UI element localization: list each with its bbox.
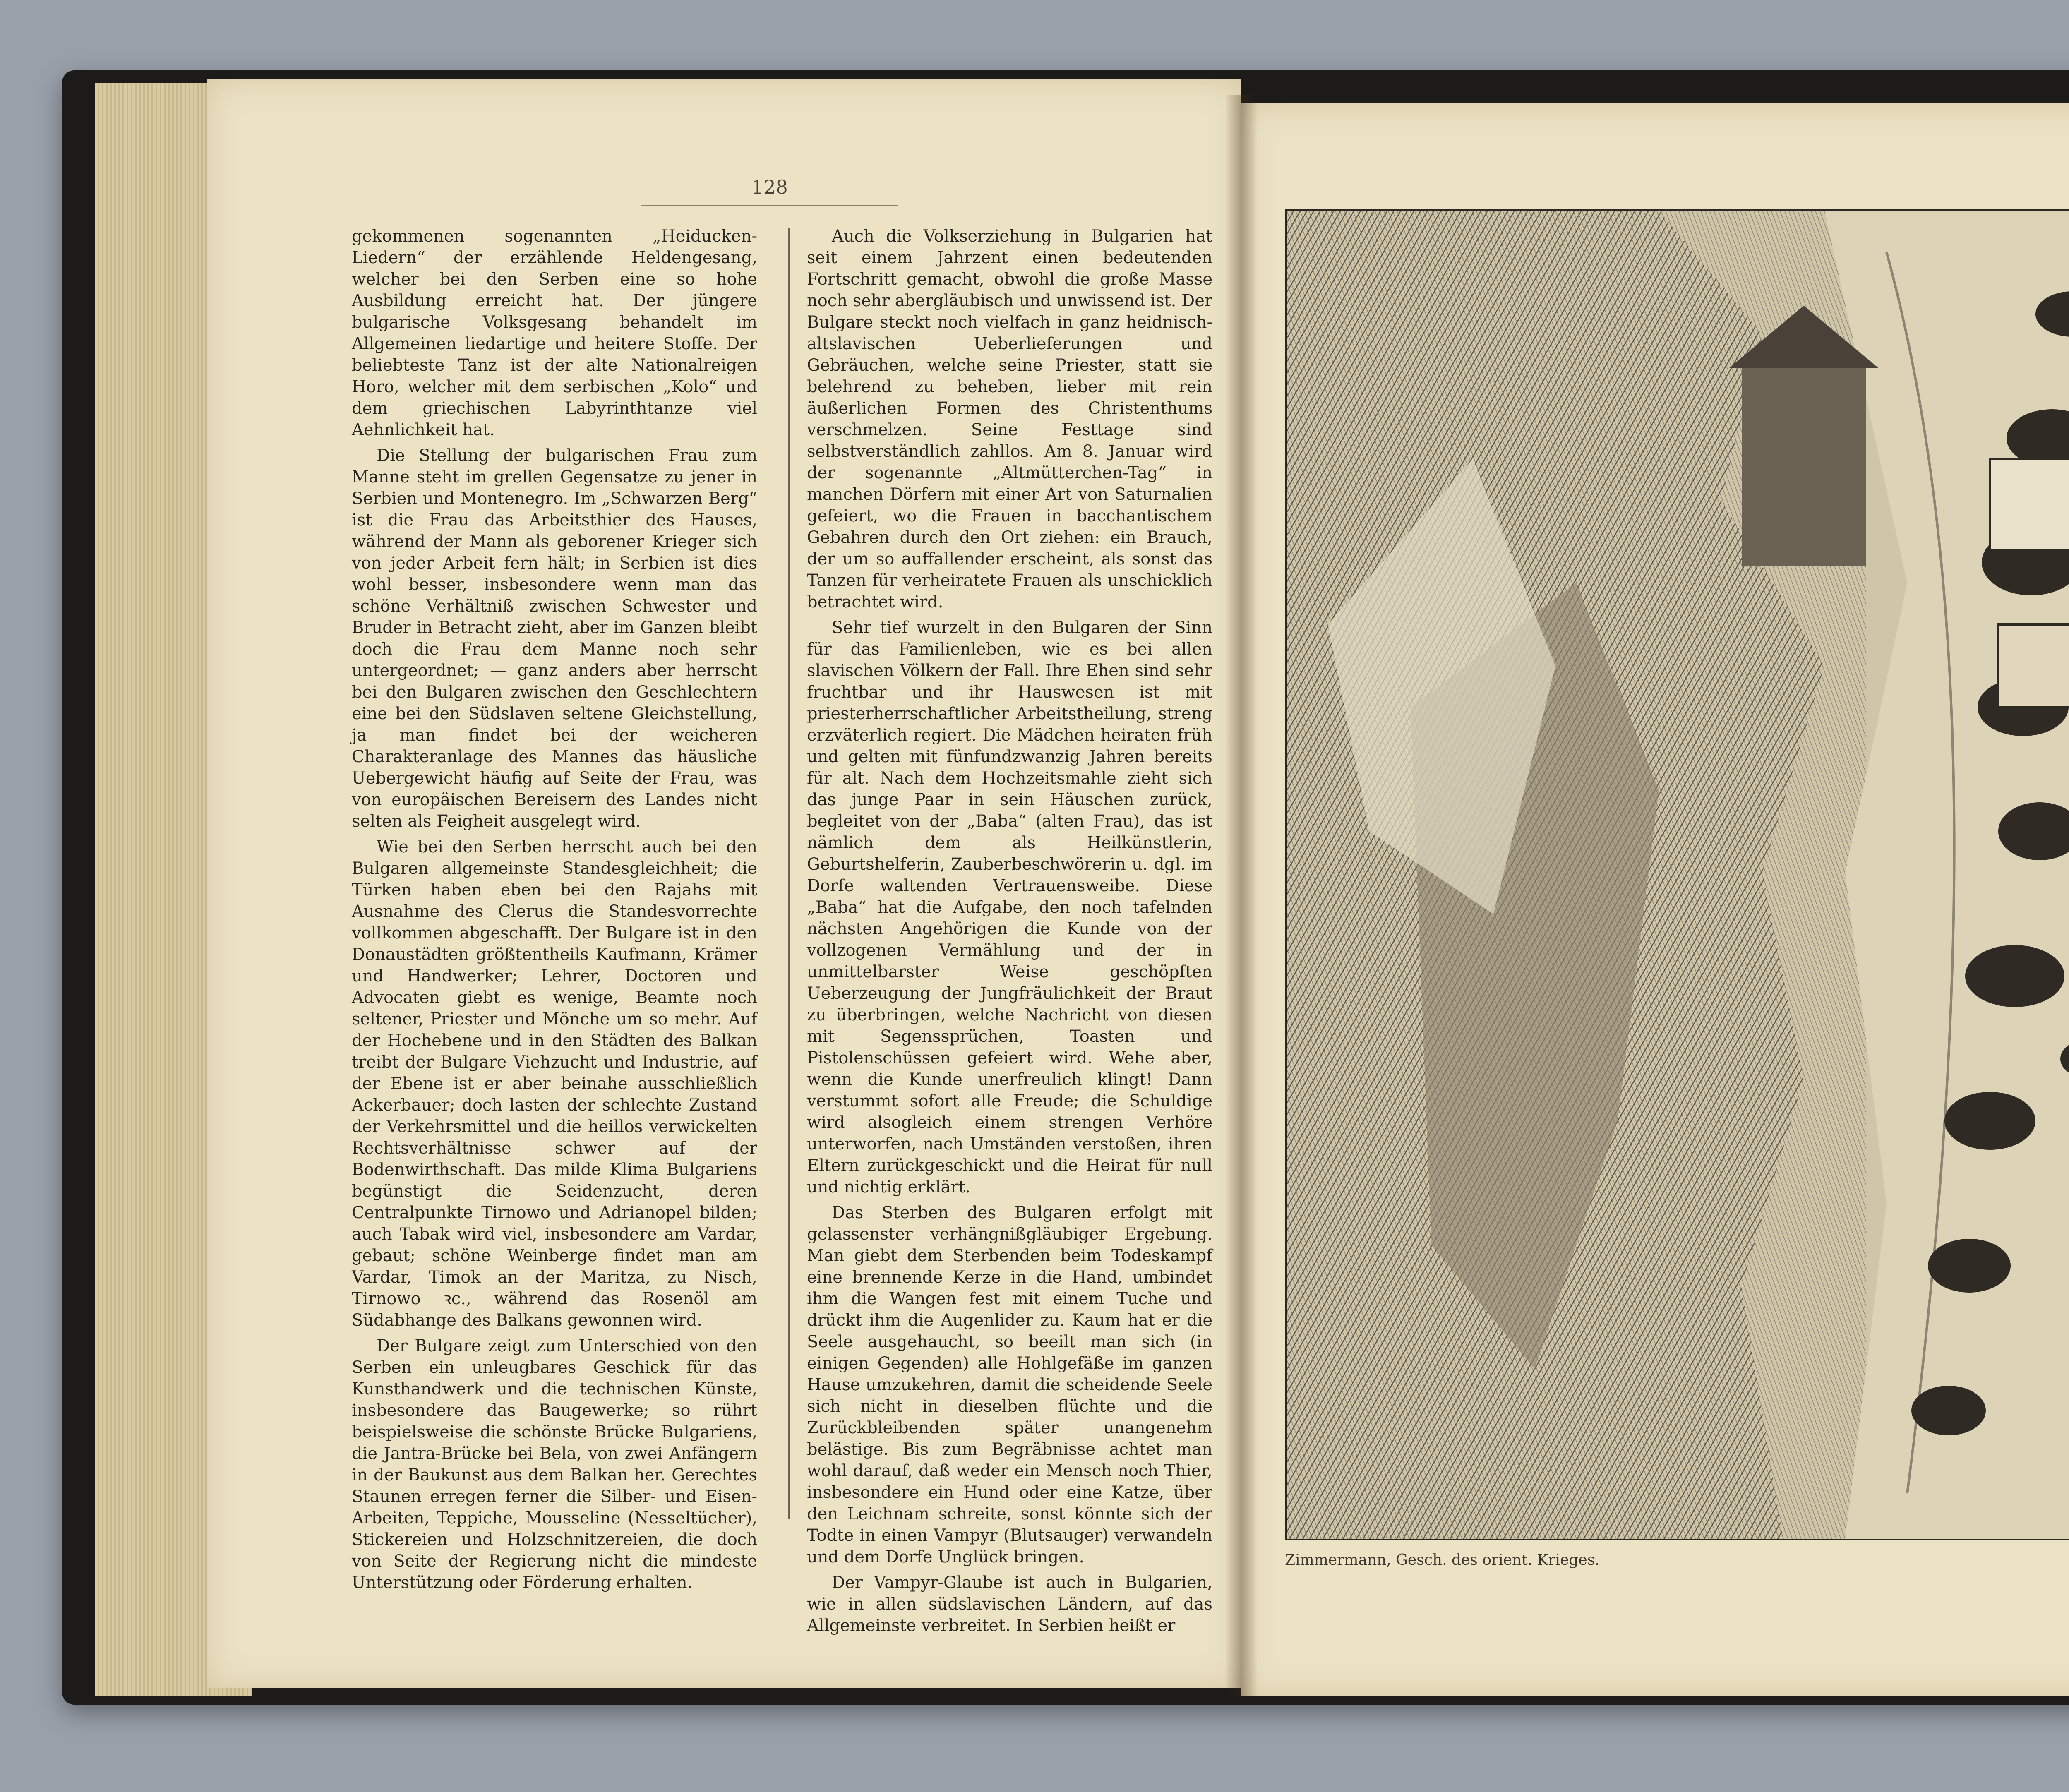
paragraph: Der Vampyr-Glaube ist auch in Bulgarien, wie in allen südslavischen Ländern, auf das Allgemeinste verbreitet. In Serbien heißt er bbox=[807, 1573, 1212, 1635]
engraving-illustration bbox=[1285, 209, 2069, 1540]
paragraph: Auch die Volkserziehung in Bulgarien hat seit einem Jahrzent einen bedeutenden Fortschritt gemacht, obwohl die große Masse noch sehr abergläubisch und unwissend ist. Der Bulgare steckt noch vielfach in ganz heidnisch-altslavischen Ueberlieferungen und Gebräuchen, welche seine Priester, statt sie belehrend zu beheben, lieber mit rein äußerlichen Formen des Christenthums verschmelzen. Seine Festtage sind selbstverständlich zahllos. Am 8. Januar wird der sogenannte „Altmütterchen-Tag“ in manchen Dörfern mit einer Art von Saturnalien gefeiert, wo die Frauen in bacchantischem Gebahren durch den Ort ziehen: ein Brauch, der um so auffallender erscheint, als sonst das Tanzen für verheiratete Frauen als unschicklich betrachtet wird. bbox=[807, 227, 1212, 612]
paragraph: Die Stellung der bulgarischen Frau zum Manne steht im grellen Gegensatze zu jener in Serbien und Montenegro. Im „Schwarzen Berg“ ist die Frau das Arbeitsthier des Hauses, während der Mann als geborener Krieger sich von jeder Arbeit fern hält; in Serbien ist dies wohl besser, insbesondere wenn man das schöne Verhältniß zwischen Schwester und Bruder in Betracht zieht, aber im Ganzen bleibt doch die Frau dem Manne noch sehr untergeordnet; — ganz anders aber herrscht bei den Bulgaren zwischen den Geschlechtern eine bei den Südslaven seltene Gleichstellung, ja man findet bei der weicheren Charakteranlage des Mannes das häusliche Uebergewicht häufig auf Seite der Frau, was von europäischen Bereisern des Landes nicht selten als Feigheit ausgelegt wird. bbox=[352, 446, 757, 831]
paragraph: Das Sterben des Bulgaren erfolgt mit gelassenster verhängnißgläubiger Ergebung. Man giebt dem Sterbenden beim Todeskampf eine brennende Kerze in die Hand, umbindet ihm die Wangen fest mit einem Tuche und drückt ihm die Augenlider zu. Kaum hat er die Seele ausgehaucht, so beeilt man sich (in einigen Gegenden) alle Hohlgefäße im ganzen Hause umzukehren, damit die scheidende Seele sich nicht in dieselben flüchte und die Zurückbleibenden später unangenehm belästige. Bis zum Begräbnisse achtet man wohl darauf, daß weder ein Mensch noch Thier, insbesondere ein Hund oder eine Katze, über den Leichnam schreite, sonst könnte sich der Todte in einen Vampyr (Blutsauger) verwandeln und dem Dorfe Unglück bringen. bbox=[807, 1203, 1212, 1567]
paragraph: Sehr tief wurzelt in den Bulgaren der Sinn für das Familienleben, wie es bei allen slavischen Völkern der Fall. Ihre Ehen sind sehr fruchtbar und ihr Hauswesen ist mit priesterherrschaftlicher Arbeitstheilung, streng erzväterlich regiert. Die Mädchen heiraten früh und gelten mit fünfundzwanzig Jahren bereits für alt. Nach dem Hochzeitsmahle zieht sich das junge Paar in sein Häuschen zurück, begleitet von der „Baba“ (alten Frau), das ist nämlich dem als Heilkünstlerin, Geburtshelferin, Zauberbeschwörerin u. dgl. im Dorfe waltenden Vertrauensweibe. Diese „Baba“ hat die Aufgabe, den noch tafelnden nächsten Angehörigen die Kunde von der vollzogenen Vermählung und der in unmittelbarster Weise geschöpften Ueberzeugung der Jungfräulichkeit der Braut zu überbringen, welche Nachricht von diesen mit Segenssprüchen, Toasten und Pistolenschüssen gefeiert wird. Wehe aber, wenn die Kunde unerfreulich klingt! Dann verstummt sofort alle Freude; die Schuldige wird alsogleich einem strengen Verhöre unterworfen, nach Umständen verstoßen, ihren Eltern zurückgeschickt und die Heirat für null und nichtig erklärt. bbox=[807, 618, 1212, 1197]
page-number: 128 bbox=[751, 176, 788, 198]
right-page bbox=[1241, 103, 2069, 1696]
header-rule bbox=[641, 205, 898, 206]
paragraph: Wie bei den Serben herrscht auch bei den Bulgaren allgemeinste Standesgleichheit; die Türken haben eben bei den Rajahs mit Ausnahme des Clerus die Standesvorrechte vollkommen abgeschafft. Der Bulgare ist in den Donaustädten größtentheils Kaufmann, Krämer und Handwerker; Lehrer, Doctoren und Advocaten giebt es wenige, Beamte noch seltener, Priester und Mönche um so mehr. Auf der Hochebene und in den Städten des Balkan treibt der Bulgare Viehzucht und Industrie, auf der Ebene ist er aber beinahe ausschließlich Ackerbauer; doch lasten der schlechte Zustand der Verkehrsmittel und die heillos verwickelten Rechtsverhältnisse schwer auf der Bodenwirthschaft. Das milde Klima Bulgariens begünstigt die Seidenzucht, deren Centralpunkte Tirnowo und Adrianopel bilden; auch Tabak wird viel, insbesondere am Vardar, gebaut; schöne Weinberge findet man am Vardar, Timok an der Maritza, zu Nisch, Tirnowo ꝛc., während das Rosenöl am Südabhange des Balkans gewonnen wird. bbox=[352, 837, 757, 1330]
footer-source: Zimmermann, Gesch. des orient. Krieges. bbox=[1285, 1552, 1600, 1569]
paragraph: Der Bulgare zeigt zum Unterschied von den Serben ein unleugbares Geschick für das Kunsthandwerk und die technischen Künste, insbesondere das Baugewerke; so rührt beispielsweise die schönste Brücke Bulgariens, die Jantra-Brücke bei Bela, von zwei Anfängern in der Baukunst aus dem Balkan her. Gerechtes Staunen erregen ferner die Silber- und Eisen-Arbeiten, Teppiche, Mousseline (Nesseltücher), Stickereien und Holzschnitzereien, die doch von Seite der Regierung nicht die mindeste Unterstützung oder Förderung erhalten. bbox=[352, 1336, 757, 1592]
column-divider bbox=[788, 228, 790, 1519]
text-column-left bbox=[352, 225, 757, 1591]
text-column-right bbox=[807, 225, 1212, 1635]
paragraph: gekommenen sogenannten „Heiducken-Liedern“ der erzählende Heldengesang, welcher bei den Serben eine so hohe Ausbildung erreicht hat. Der jüngere bulgarische Volksgesang behandelt im Allgemeinen liedartige und heitere Stoffe. Der beliebteste Tanz ist der alte Nationalreigen Horo, welcher mit dem serbischen „Kolo“ und dem griechischen Labyrinthtanze viel Aehnlichkeit hat. bbox=[352, 227, 757, 439]
book-gutter bbox=[1225, 95, 1258, 1696]
left-page bbox=[207, 79, 1241, 1688]
